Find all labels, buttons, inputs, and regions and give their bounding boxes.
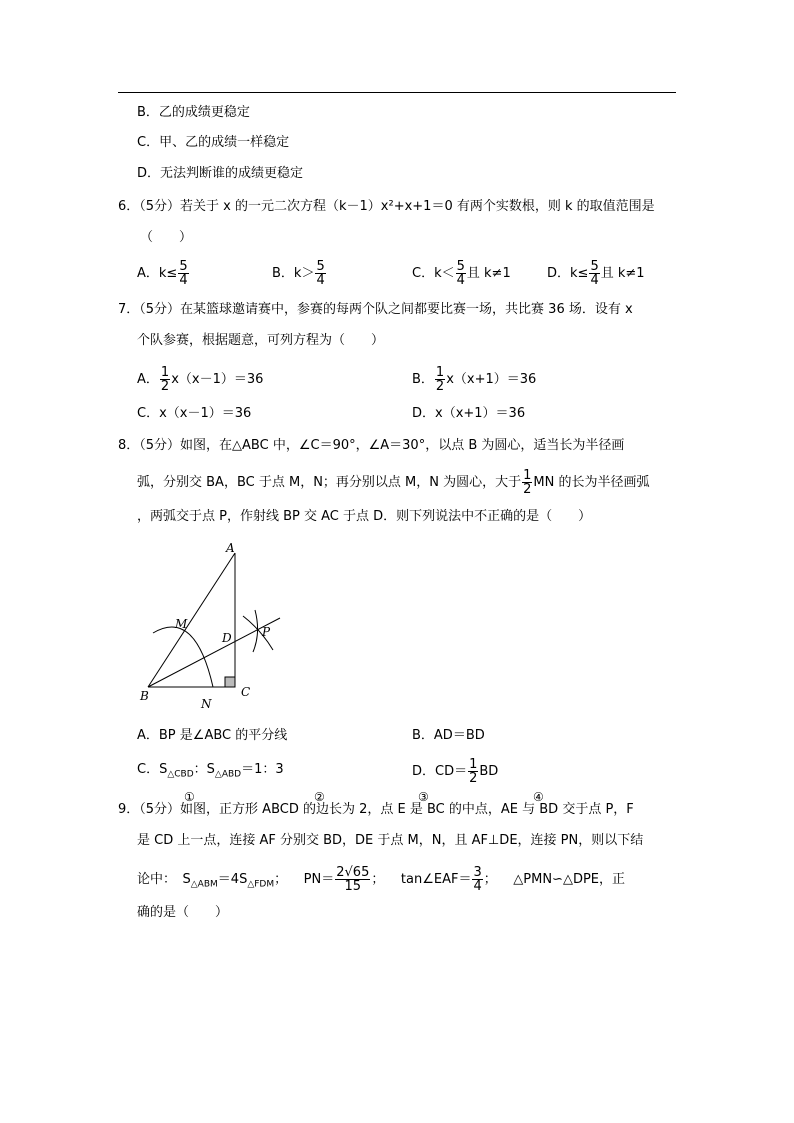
q7-stem-2: 个队参赛，根据题意，可列方程为（ ） (137, 333, 385, 348)
q8-option-c-sub2: △ABD (214, 769, 242, 780)
fraction (315, 260, 325, 287)
q9-c3-b: ； (483, 872, 497, 887)
q9-c1-a: 论中： S (137, 872, 191, 887)
fraction-num: 1 (435, 365, 445, 380)
q7-stem: 7．（5分）在某篮球邀请赛中，参赛的每两个队之间都要比赛一场，共比赛 36 场．设有 x (118, 302, 633, 317)
q6-option-d (547, 260, 645, 287)
fraction-den: 15 (344, 879, 362, 894)
fraction-num: 5 (456, 259, 465, 274)
q8-stem-2a: 弧，分别交 BA，BC 于点 M，N；再分别以点 M，N 为圆心，大于 (137, 475, 522, 490)
fraction-den: 4 (456, 273, 465, 288)
segment-ab (148, 553, 235, 687)
fraction-den: 2 (523, 482, 532, 497)
label-b: B (140, 689, 149, 703)
q9-conclusions (137, 866, 625, 895)
fraction (435, 366, 445, 393)
q8-stem: 8．（5分）如图，在△ABC 中，∠C＝90°，∠A＝30°，以点 B 为圆心，适当长为半径画 (118, 438, 625, 453)
q8-stem-3: ，两弧交于点 P，作射线 BP 交 AC 于点 D．则下列说法中不正确的是（ ） (137, 509, 592, 524)
fraction-num: 1 (469, 757, 478, 772)
q9-c1-sub1: △ABM (190, 879, 218, 890)
q7-option-a-tail: x（x－1）＝36 (171, 372, 264, 387)
fraction (472, 866, 482, 893)
q9-c1-c: ； (274, 872, 288, 887)
fraction-den: 2 (435, 379, 445, 394)
q8-option-c-a: C．S (137, 762, 168, 777)
q6-stem: 6．（5分）若关于 x 的一元二次方程（k－1）x²+x+1＝0 有两个实数根，则 k 的取值范围是 (118, 199, 655, 214)
q8-option-c-c: ＝1：3 (241, 762, 284, 777)
q6-option-c-tail: 且 k≠1 (466, 266, 511, 281)
q9-c4: △PMN∽△DPE，正 (513, 872, 626, 887)
label-n: N (201, 697, 212, 711)
fraction-num: 1 (160, 365, 170, 380)
q6-option-c (412, 260, 511, 287)
ray-bp (148, 618, 280, 687)
q8-stem-2 (137, 469, 649, 496)
label-m: M (175, 617, 188, 631)
q9-stem-4: 确的是（ ） (137, 905, 229, 920)
q8-option-d-b: BD (479, 764, 499, 779)
arc-mn (153, 627, 213, 687)
fraction (522, 469, 532, 496)
q9-c1-b: ＝4S (217, 872, 248, 887)
q8-option-b: B．AD＝BD (412, 728, 485, 743)
q9-stem: 9．（5分）如图，正方形 ABCD 的边长为 2，点 E 是 BC 的中点，AE 与 BD 交于点 P，F (118, 802, 634, 817)
fraction-num: 1 (523, 468, 532, 483)
fraction-den: 2 (469, 771, 478, 786)
fraction-num: 5 (590, 259, 599, 274)
header-rule (118, 92, 676, 93)
fraction (589, 260, 599, 287)
fraction (178, 260, 188, 287)
q6-option-b (272, 260, 327, 287)
q6-option-a-label: A．k≤ (137, 266, 178, 281)
fraction-den: 4 (179, 273, 188, 288)
q8-triangle-figure (135, 538, 295, 718)
q6-option-d-label: D．k≤ (547, 266, 589, 281)
q8-option-d-a: D．CD＝ (412, 764, 468, 779)
fraction (468, 758, 478, 785)
circle-marker-2: ② (314, 790, 325, 804)
label-d: D (222, 631, 232, 645)
label-c: C (241, 685, 251, 699)
q7-option-c: C．x（x－1）＝36 (137, 406, 252, 421)
fraction-den: 4 (473, 879, 482, 894)
q7-option-b-tail: x（x+1）＝36 (446, 372, 537, 387)
fraction-den: 4 (590, 273, 599, 288)
circle-marker-3: ③ (418, 790, 429, 804)
circle-marker-4: ④ (533, 790, 544, 804)
fraction-num: 3 (473, 865, 482, 880)
fraction (456, 260, 466, 287)
q8-option-a: A．BP 是∠ABC 的平分线 (137, 728, 288, 743)
fraction-den: 4 (316, 273, 325, 288)
fraction (160, 366, 170, 393)
q9-c3-a: tan∠EAF＝ (400, 872, 472, 887)
right-angle-mark (225, 677, 235, 687)
q9-c2-a: PN＝ (303, 872, 335, 887)
q5-option-c: C．甲、乙的成绩一样稳定 (137, 135, 290, 150)
q7-option-b-label: B． (412, 372, 434, 387)
fraction-den: 2 (160, 379, 170, 394)
circle-marker-1: ① (184, 790, 195, 804)
q5-option-d: D．无法判断谁的成绩更稳定 (137, 166, 304, 181)
fraction-num: 5 (316, 259, 325, 274)
label-a: A (226, 541, 235, 555)
q7-option-d: D．x（x+1）＝36 (412, 406, 526, 421)
q6-option-b-label: B．k＞ (272, 266, 315, 281)
q7-option-b (412, 366, 536, 393)
q7-option-a-label: A． (137, 372, 159, 387)
q8-stem-2b: MN 的长为半径画弧 (533, 475, 650, 490)
q6-option-d-tail: 且 k≠1 (600, 266, 645, 281)
q6-option-c-label: C．k＜ (412, 266, 455, 281)
q6-option-a (137, 260, 190, 287)
q9-c2-b: ； (371, 872, 385, 887)
q9-stem-2: 是 CD 上一点，连接 AF 分别交 BD，DE 于点 M，N，且 AF⊥DE，连接 PN，则以下结 (137, 833, 644, 848)
label-p: P (262, 625, 271, 639)
q8-option-c-b: ：S (193, 762, 215, 777)
q9-c1-sub2: △FDM (247, 879, 275, 890)
fraction-num: 2√65 (336, 865, 370, 880)
fraction (335, 866, 370, 893)
q8-option-c (137, 760, 284, 785)
q8-option-c-sub1: △CBD (167, 769, 194, 780)
q6-stem-paren: （ ） (140, 230, 193, 245)
fraction-num: 5 (179, 259, 188, 274)
q7-option-a (137, 366, 263, 393)
q8-option-d (412, 758, 498, 785)
q5-option-b: B．乙的成绩更稳定 (137, 105, 250, 120)
